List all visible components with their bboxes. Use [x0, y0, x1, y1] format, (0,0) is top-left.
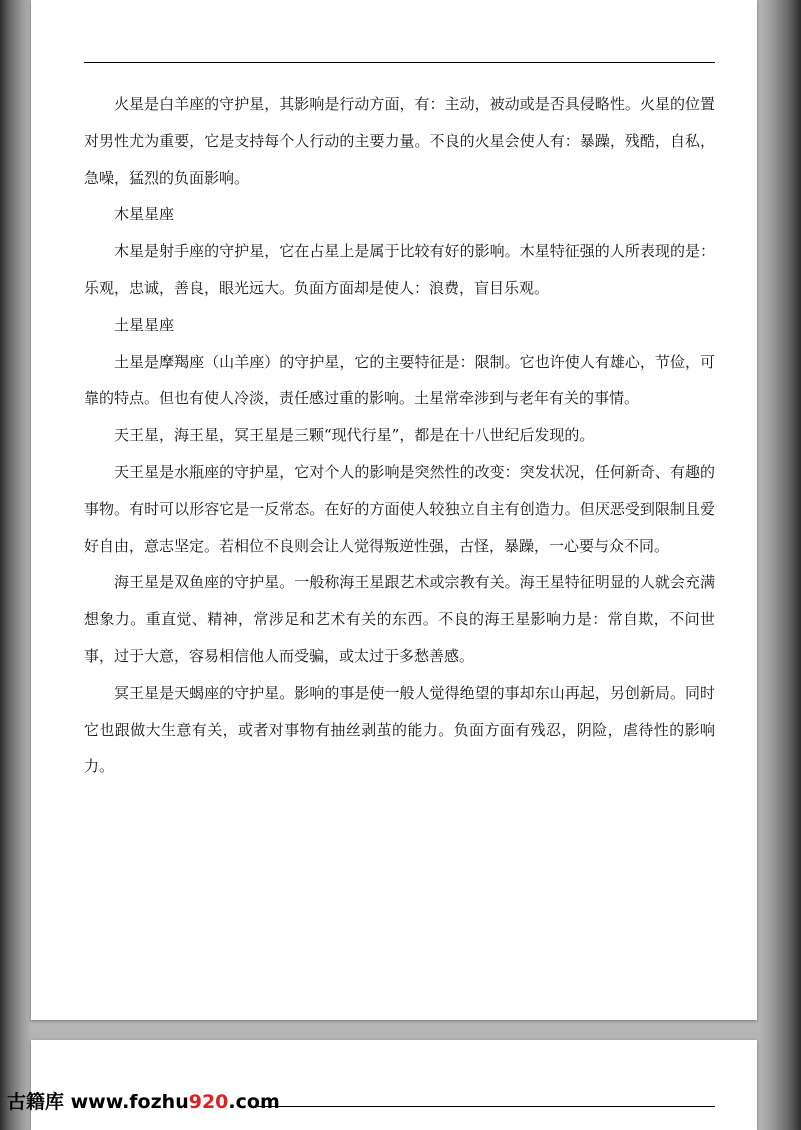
watermark-url-suffix: .com: [228, 1091, 280, 1113]
paragraph-pluto: 冥王星是天蝎座的守护星。影响的事是使一般人觉得绝望的事却东山再起，另创新局。同时它也跟做大生意有关，或者对事物有抽丝剥茧的能力。负面方面有残忍，阴险，虐待性的影响力。: [84, 683, 715, 776]
footer-rule: [258, 1106, 715, 1107]
watermark-brand: 古籍库: [7, 1091, 65, 1113]
paragraph-modern-planets: 天王星，海王星，冥王星是三颗“现代行星”，都是在十八世纪后发现的。: [114, 426, 595, 445]
paragraph-jupiter: 木星是射手座的守护星，它在占星上是属于比较有好的影响。木星特征强的人所表现的是：乐观，忠诚，善良，眼光远大。负面方面却是使人：浪费，盲目乐观。: [84, 242, 715, 297]
watermark-logo: [7, 1089, 280, 1115]
watermark-footer: [0, 1089, 801, 1119]
paragraph-mars: 火星是白羊座的守护星，其影响是行动方面，有：主动，被动或是否具侵略性。火星的位置对男性尤为重要，它是支持每个人行动的主要力量。不良的火星会使人有：暴躁，残酷，自私，急噪，猛烈的负面影响。: [84, 95, 715, 187]
page-content: [84, 86, 715, 785]
paragraph-neptune: 海王星是双鱼座的守护星。一般称海王星跟艺术或宗教有关。海王星特征明显的人就会充满想象力。重直觉、精神，常涉足和艺术有关的东西。不良的海王星影响力是：常自欺，不问世事，过于大意，容易相信他人而受骗，或太过于多愁善感。: [84, 573, 715, 665]
heading-saturn: 土星星座: [114, 315, 175, 334]
watermark-url-number: 920: [188, 1091, 229, 1113]
heading-jupiter: 木星星座: [114, 205, 175, 224]
document-page: [31, 0, 757, 1020]
paragraph-saturn: 土星是摩羯座（山羊座）的守护星，它的主要特征是：限制。它也许使人有雄心，节俭，可靠的特点。但也有使人冷淡，责任感过重的影响。土星常牵涉到与老年有关的事情。: [84, 352, 715, 408]
watermark-url-prefix: www.fozhu: [64, 1091, 189, 1113]
paragraph-uranus: 天王星是水瓶座的守护星，它对个人的影响是突然性的改变：突发状况，任何新奇、有趣的事物。有时可以形容它是一反常态。在好的方面使人较独立自主有创造力。但厌恶受到限制且爱好自由，意志坚定。若相位不良则会让人觉得叛逆性强，古怪，暴躁，一心要与众不同。: [84, 462, 715, 555]
header-rule: [84, 62, 715, 63]
